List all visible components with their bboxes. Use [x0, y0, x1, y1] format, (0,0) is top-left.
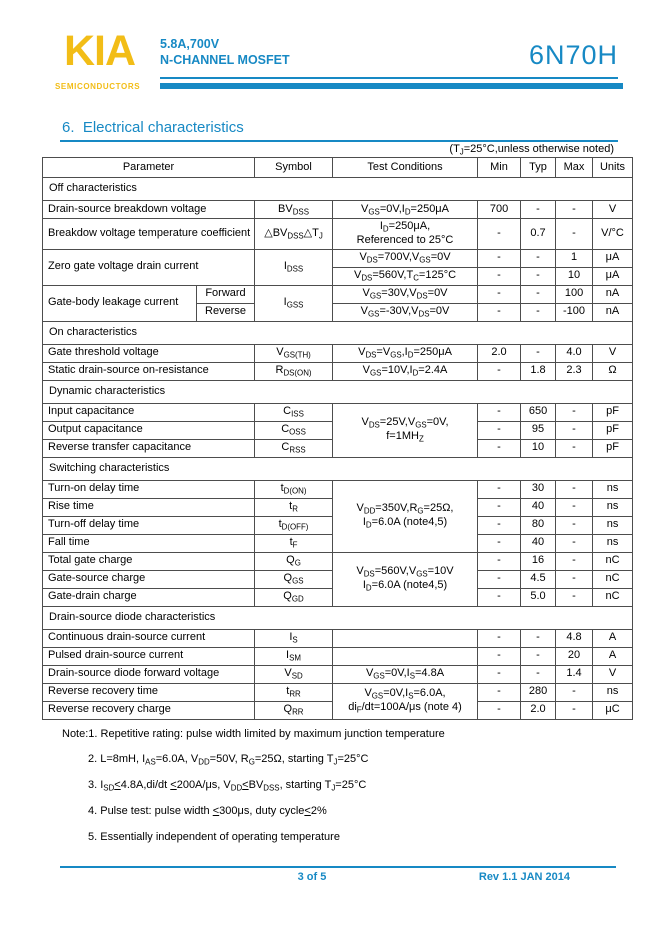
table-cell: -: [478, 421, 521, 439]
table-cell: -: [556, 701, 593, 719]
table-cell: μA: [593, 267, 633, 285]
table-cell: -: [556, 219, 593, 250]
table-cell: $V_{GS}=10V,I_D=2.4A$: [333, 362, 478, 380]
table-cell: -: [478, 588, 521, 606]
table-cell: -: [556, 498, 593, 516]
kia-logo: KIA: [64, 27, 136, 75]
table-cell: Dynamic characteristics: [43, 380, 633, 403]
table-cell: $t_{D(ON)}$: [255, 480, 333, 498]
table-cell: -: [521, 665, 556, 683]
table-cell: ns: [593, 534, 633, 552]
table-cell: Zero gate voltage drain current: [43, 249, 255, 285]
table-header-cell: Typ: [521, 158, 556, 178]
table-cell: 4.5: [521, 570, 556, 588]
table-cell: -: [556, 439, 593, 457]
table-cell: -: [556, 516, 593, 534]
table-cell: $V_{DS}=560V,T_C=125^\circ C$: [333, 267, 478, 285]
table-cell: Drain-source diode forward voltage: [43, 665, 255, 683]
footer-rule: [60, 866, 616, 868]
table-cell: V: [593, 344, 633, 362]
table-cell: -: [478, 570, 521, 588]
table-cell: Off characteristics: [43, 178, 633, 201]
logo-subtitle: SEMICONDUCTORS: [55, 82, 141, 91]
table-cell: $V_{DS}=700V,V_{GS}=0V$: [333, 249, 478, 267]
table-cell: -: [478, 629, 521, 647]
table-cell: -: [521, 249, 556, 267]
table-cell: $V_{GS}=30V,V_{DS}=0V$: [333, 285, 478, 303]
table-cell: -: [478, 683, 521, 701]
spec-table: [42, 157, 633, 720]
note-line: 4. Pulse test: pulse width <300μs, duty cycle<2%: [88, 805, 327, 818]
header-rule-thin: [160, 77, 618, 79]
table-row: [43, 647, 633, 665]
table-cell: ns: [593, 516, 633, 534]
section-title: 6. Electrical characteristics: [62, 119, 244, 136]
table-cell: $R_{DS(ON)}$: [255, 362, 333, 380]
table-cell: Ω: [593, 362, 633, 380]
table-cell: $t_{D(OFF)}$: [255, 516, 333, 534]
table-cell: -: [521, 647, 556, 665]
table-cell: -: [556, 201, 593, 219]
table-cell: $C_{RSS}$: [255, 439, 333, 457]
table-cell: -: [478, 403, 521, 421]
table-cell: -: [556, 480, 593, 498]
table-cell: $V_{GS}=-30V,V_{DS}=0V$: [333, 303, 478, 321]
section-title-underline: [60, 140, 618, 142]
table-cell: nC: [593, 552, 633, 570]
table-cell: 30: [521, 480, 556, 498]
table-cell: $I_D=250\mu A$, Referenced to 25°C: [333, 219, 478, 250]
table-cell: $BV_{DSS}$: [255, 201, 333, 219]
note-line: 2. L=8mH, $I_{AS}=6.0A$, $V_{DD}=50V$, $R_G=25\Omega$, starting $T_J=25^\circ C$: [88, 753, 369, 767]
table-cell: 1: [556, 249, 593, 267]
table-cell: -: [478, 516, 521, 534]
condition-note: ($T_J=25^\circ C,unless$ otherwise noted): [449, 143, 614, 157]
table-cell: pF: [593, 403, 633, 421]
table-cell: $V_{GS}=0V,I_D=250\mu A$: [333, 201, 478, 219]
table-cell: Reverse transfer capacitance: [43, 439, 255, 457]
table-cell: $t_R$: [255, 498, 333, 516]
table-cell: -: [478, 285, 521, 303]
table-cell: Reverse: [197, 303, 255, 321]
table-cell: Static drain-source on-resistance: [43, 362, 255, 380]
table-cell: Switching characteristics: [43, 457, 633, 480]
table-cell: -: [478, 219, 521, 250]
table-cell: μA: [593, 249, 633, 267]
table-cell: 2.0: [478, 344, 521, 362]
table-header-cell: Test Conditions: [333, 158, 478, 178]
table-cell: Turn-off delay time: [43, 516, 255, 534]
table-cell: $I_S$: [255, 629, 333, 647]
table-cell: ns: [593, 683, 633, 701]
table-header-cell: Symbol: [255, 158, 333, 178]
table-cell: $C_{ISS}$: [255, 403, 333, 421]
part-description: [160, 36, 290, 68]
table-cell: 650: [521, 403, 556, 421]
table-cell: -: [556, 534, 593, 552]
table-row: [43, 480, 633, 498]
table-cell: Forward: [197, 285, 255, 303]
table-section-row: [43, 178, 633, 201]
table-cell: -: [556, 552, 593, 570]
table-cell: 5.0: [521, 588, 556, 606]
header-rule-thick: [160, 83, 623, 89]
table-cell: -: [478, 439, 521, 457]
table-cell: Drain-source diode characteristics: [43, 606, 633, 629]
table-cell: 20: [556, 647, 593, 665]
table-section-row: [43, 457, 633, 480]
table-header-cell: Units: [593, 158, 633, 178]
table-cell: -: [478, 498, 521, 516]
table-cell: Total gate charge: [43, 552, 255, 570]
table-cell: Rise time: [43, 498, 255, 516]
table-header-cell: Max: [556, 158, 593, 178]
table-cell: 2.0: [521, 701, 556, 719]
table-cell: V: [593, 665, 633, 683]
table-cell: $V_{DS}=560V,V_{GS}=10V$ $I_D=6.0A$ (note4,5): [333, 552, 478, 606]
table-section-row: [43, 380, 633, 403]
table-cell: Gate-drain charge: [43, 588, 255, 606]
table-cell: ns: [593, 498, 633, 516]
note-line: Note:1. Repetitive rating: pulse width limited by maximum junction temperature: [62, 727, 445, 740]
table-cell: [333, 647, 478, 665]
table-row: [43, 403, 633, 421]
table-row: [43, 344, 633, 362]
table-cell: V/°C: [593, 219, 633, 250]
table-cell: Continuous drain-source current: [43, 629, 255, 647]
spec-table-body: [43, 158, 633, 720]
table-cell: A: [593, 647, 633, 665]
table-cell: $\triangle BV_{DSS}\triangle T_J$: [255, 219, 333, 250]
table-cell: $V_{DS}=V_{GS},I_D=250\mu A$: [333, 344, 478, 362]
table-cell: 40: [521, 498, 556, 516]
table-cell: -: [521, 344, 556, 362]
table-cell: nA: [593, 303, 633, 321]
table-cell: pF: [593, 421, 633, 439]
table-cell: nC: [593, 588, 633, 606]
table-cell: -: [478, 665, 521, 683]
table-cell: 100: [556, 285, 593, 303]
table-header-cell: Min: [478, 158, 521, 178]
electrical-characteristics-section: [42, 143, 632, 856]
table-row: [43, 665, 633, 683]
table-cell: -: [478, 552, 521, 570]
table-cell: 4.0: [556, 344, 593, 362]
table-cell: $Q_{GD}$: [255, 588, 333, 606]
table-cell: 80: [521, 516, 556, 534]
table-cell: $I_{GSS}$: [255, 285, 333, 321]
table-section-row: [43, 606, 633, 629]
note-line: 3. $I_{SD}<4.8A,di/dt <200A/\mu s$, $V_{DD}<BV_{DSS}$, starting $T_J=25^\circ C$: [88, 779, 367, 793]
table-cell: Fall time: [43, 534, 255, 552]
table-cell: 40: [521, 534, 556, 552]
table-cell: $t_{RR}$: [255, 683, 333, 701]
table-cell: -: [478, 534, 521, 552]
table-row: [43, 629, 633, 647]
table-cell: [333, 629, 478, 647]
revision-label: Rev 1.1 JAN 2014: [478, 871, 570, 883]
table-cell: -: [478, 362, 521, 380]
table-row: [43, 362, 633, 380]
table-cell: -: [478, 647, 521, 665]
table-row: [43, 201, 633, 219]
table-cell: $V_{GS}=0V,I_S=6.0A$, $di_F/dt=100A/\mu s$ (note 4): [333, 683, 478, 719]
table-row: [43, 552, 633, 570]
table-cell: pF: [593, 439, 633, 457]
table-cell: -: [521, 201, 556, 219]
table-cell: Reverse recovery time: [43, 683, 255, 701]
table-cell: $I_{DSS}$: [255, 249, 333, 285]
table-cell: $V_{DD}=350V,R_G=25\Omega$, $I_D=6.0A$ (note4,5): [333, 480, 478, 552]
table-cell: -: [521, 267, 556, 285]
table-cell: Breakdow voltage temperature coefficient: [43, 219, 255, 250]
table-row: [43, 683, 633, 701]
page-number: 3 of 5: [297, 871, 327, 883]
table-cell: 2.3: [556, 362, 593, 380]
table-row: [43, 219, 633, 250]
table-cell: 280: [521, 683, 556, 701]
part-type: N-CHANNEL MOSFET: [160, 53, 290, 67]
table-cell: 0.7: [521, 219, 556, 250]
table-cell: μC: [593, 701, 633, 719]
table-cell: 1.4: [556, 665, 593, 683]
part-number: 6N70H: [528, 40, 618, 70]
table-cell: -: [478, 267, 521, 285]
table-cell: Pulsed drain-source current: [43, 647, 255, 665]
table-section-row: [43, 321, 633, 344]
table-cell: nA: [593, 285, 633, 303]
table-cell: -: [556, 570, 593, 588]
table-cell: $V_{GS}=0V,I_S=4.8A$: [333, 665, 478, 683]
table-cell: Gate threshold voltage: [43, 344, 255, 362]
table-cell: -: [556, 588, 593, 606]
table-cell: $V_{DS}=25V,V_{GS}=0V$, $f=1MH_Z$: [333, 403, 478, 457]
table-cell: ns: [593, 480, 633, 498]
table-cell: $Q_{RR}$: [255, 701, 333, 719]
table-cell: -: [478, 480, 521, 498]
table-cell: 1.8: [521, 362, 556, 380]
table-row: [43, 249, 633, 267]
table-cell: Turn-on delay time: [43, 480, 255, 498]
table-cell: $Q_G$: [255, 552, 333, 570]
table-cell: -: [556, 421, 593, 439]
table-cell: Input capacitance: [43, 403, 255, 421]
table-header-row: [43, 158, 633, 178]
table-header-cell: Parameter: [43, 158, 255, 178]
note-line: 5. Essentially independent of operating temperature: [88, 830, 340, 843]
notes: [62, 727, 632, 845]
table-cell: Reverse recovery charge: [43, 701, 255, 719]
table-cell: -: [556, 683, 593, 701]
part-rating: 5.8A,700V: [160, 37, 220, 51]
table-cell: $I_{SM}$: [255, 647, 333, 665]
table-cell: $V_{GS(TH)}$: [255, 344, 333, 362]
table-cell: nC: [593, 570, 633, 588]
table-cell: -: [521, 285, 556, 303]
table-cell: 10: [556, 267, 593, 285]
table-cell: 4.8: [556, 629, 593, 647]
table-cell: 95: [521, 421, 556, 439]
table-cell: Gate-source charge: [43, 570, 255, 588]
table-cell: -100: [556, 303, 593, 321]
table-cell: $V_{SD}$: [255, 665, 333, 683]
table-cell: $t_F$: [255, 534, 333, 552]
table-cell: -: [521, 303, 556, 321]
table-cell: -: [478, 249, 521, 267]
table-cell: On characteristics: [43, 321, 633, 344]
table-cell: 16: [521, 552, 556, 570]
table-cell: -: [556, 403, 593, 421]
table-cell: -: [478, 701, 521, 719]
table-cell: Drain-source breakdown voltage: [43, 201, 255, 219]
table-cell: 700: [478, 201, 521, 219]
table-cell: $Q_{GS}$: [255, 570, 333, 588]
table-cell: Output capacitance: [43, 421, 255, 439]
table-cell: $C_{OSS}$: [255, 421, 333, 439]
table-cell: -: [478, 303, 521, 321]
table-cell: V: [593, 201, 633, 219]
table-cell: 10: [521, 439, 556, 457]
table-cell: A: [593, 629, 633, 647]
table-row: [43, 285, 633, 303]
table-cell: -: [521, 629, 556, 647]
table-cell: Gate-body leakage current: [43, 285, 197, 321]
